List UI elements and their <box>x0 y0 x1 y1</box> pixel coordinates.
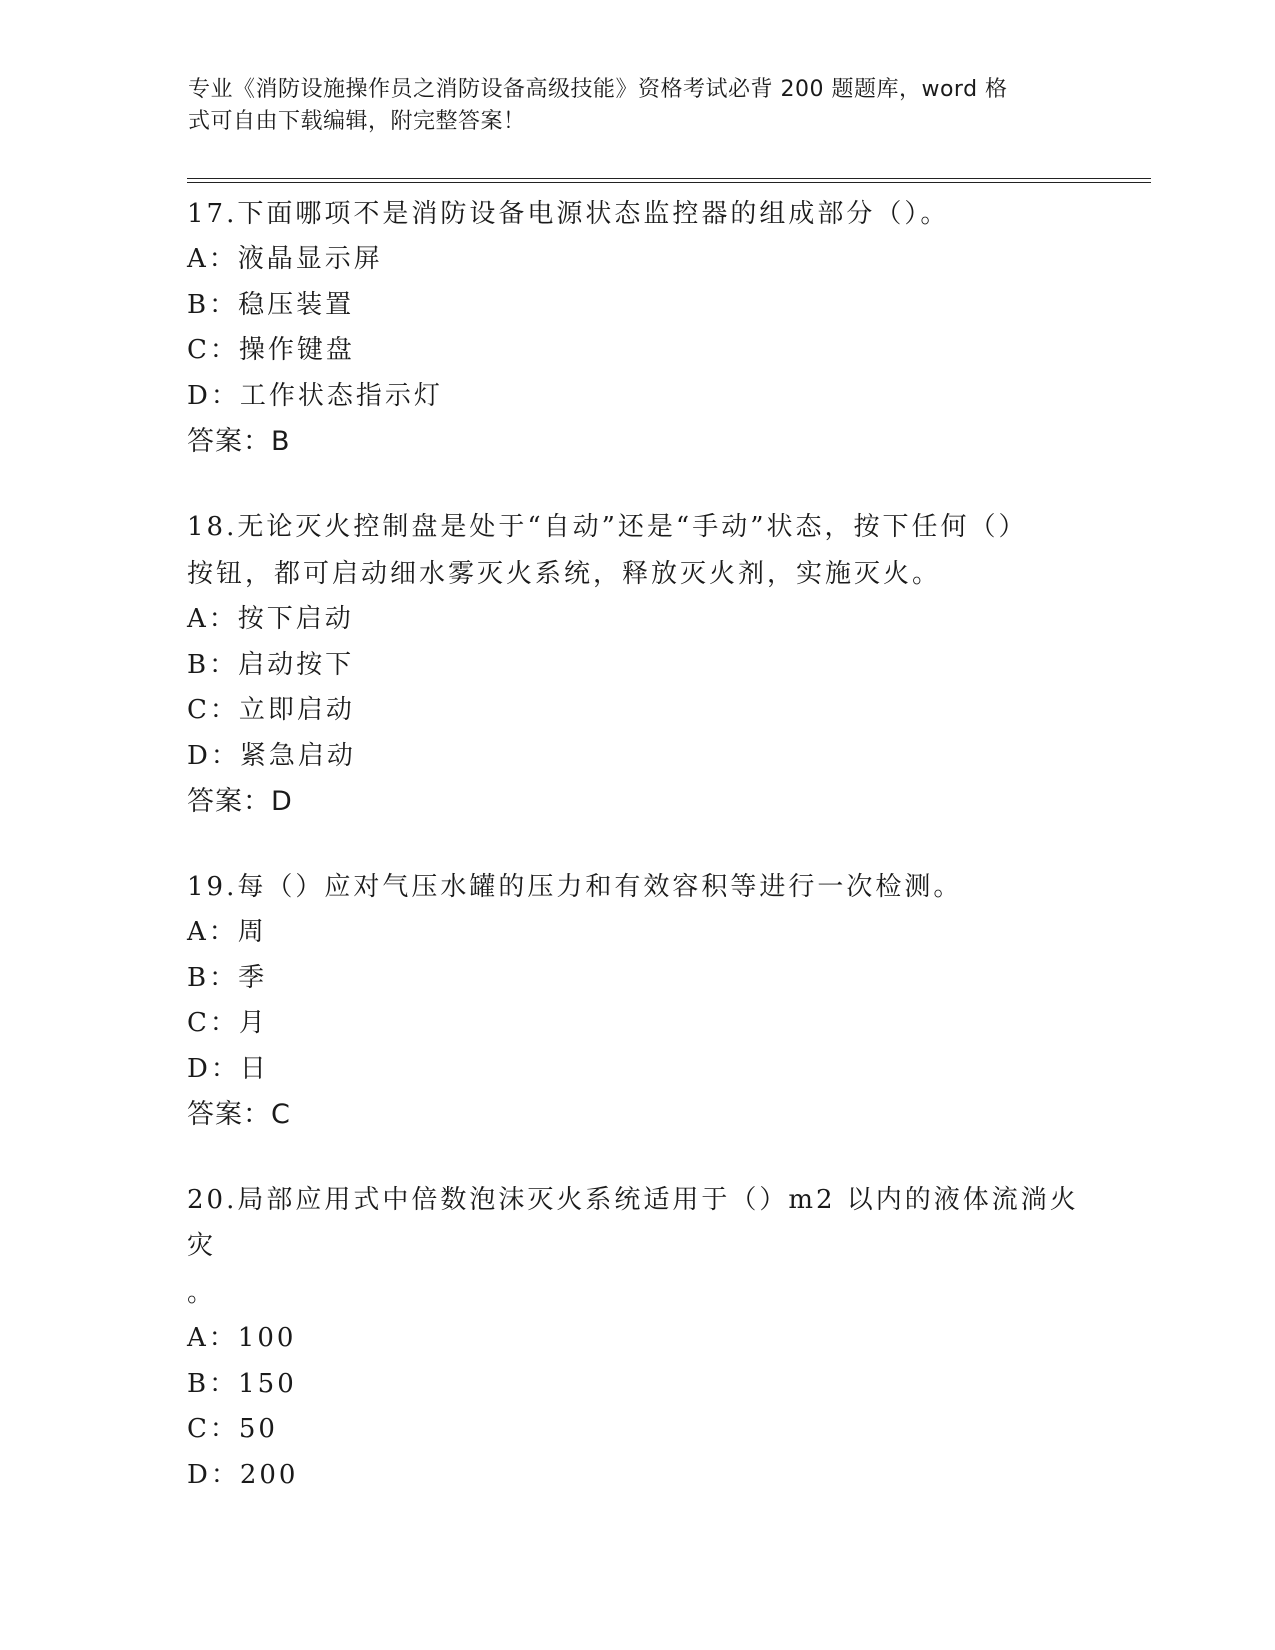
option-b: B：稳压装置 <box>187 289 355 320</box>
option-b: B：150 <box>187 1368 297 1399</box>
option-d: D：紧急启动 <box>187 740 356 771</box>
answer: 答案：C <box>187 1099 291 1130</box>
option-b: B：启动按下 <box>187 649 355 680</box>
question-stem: 17.下面哪项不是消防设备电源状态监控器的组成部分（）。 <box>187 199 950 229</box>
option-b: B：季 <box>187 962 268 993</box>
question-stem-continued: 按钮，都可启动细水雾灭火系统，释放灭火剂，实施灭火。 <box>187 559 942 589</box>
header-line-2: 式可自由下载编辑，附完整答案！ <box>188 109 526 134</box>
answer: 答案：B <box>187 426 291 457</box>
option-a: A：周 <box>187 917 267 947</box>
option-d: D：日 <box>187 1053 269 1084</box>
question-stem: 18.无论灭火控制盘是处于“自动”还是“手动”状态，按下任何（） <box>187 512 1028 542</box>
question-19 <box>187 863 1087 1138</box>
header-line-1: 专业《消防设施操作员之消防设备高级技能》资格考试必背 200 题题库，word 格 <box>188 77 1008 102</box>
option-d: D：工作状态指示灯 <box>187 380 443 411</box>
question-stem-continued: 。 <box>187 1278 217 1308</box>
document-header <box>188 74 1068 138</box>
option-a: A：液晶显示屏 <box>187 244 383 274</box>
option-a: A：100 <box>187 1323 297 1353</box>
question-18 <box>187 503 1087 825</box>
option-c: C：立即启动 <box>187 695 355 725</box>
question-stem: 20.局部应用式中倍数泡沫灭火系统适用于（）m2 以内的液体流淌火灾 <box>187 1185 1079 1261</box>
option-a: A：按下启动 <box>187 604 354 634</box>
question-20 <box>187 1176 1087 1498</box>
option-c: C：月 <box>187 1008 268 1038</box>
question-stem: 19.每（）应对气压水罐的压力和有效容积等进行一次检测。 <box>187 872 963 902</box>
option-d: D：200 <box>187 1459 299 1490</box>
question-list <box>187 190 1087 1536</box>
header-divider-bottom <box>187 182 1151 183</box>
answer: 答案：D <box>187 786 293 817</box>
header-divider-top <box>187 178 1151 179</box>
option-c: C：50 <box>187 1414 278 1444</box>
question-17 <box>187 190 1087 465</box>
option-c: C：操作键盘 <box>187 335 355 365</box>
